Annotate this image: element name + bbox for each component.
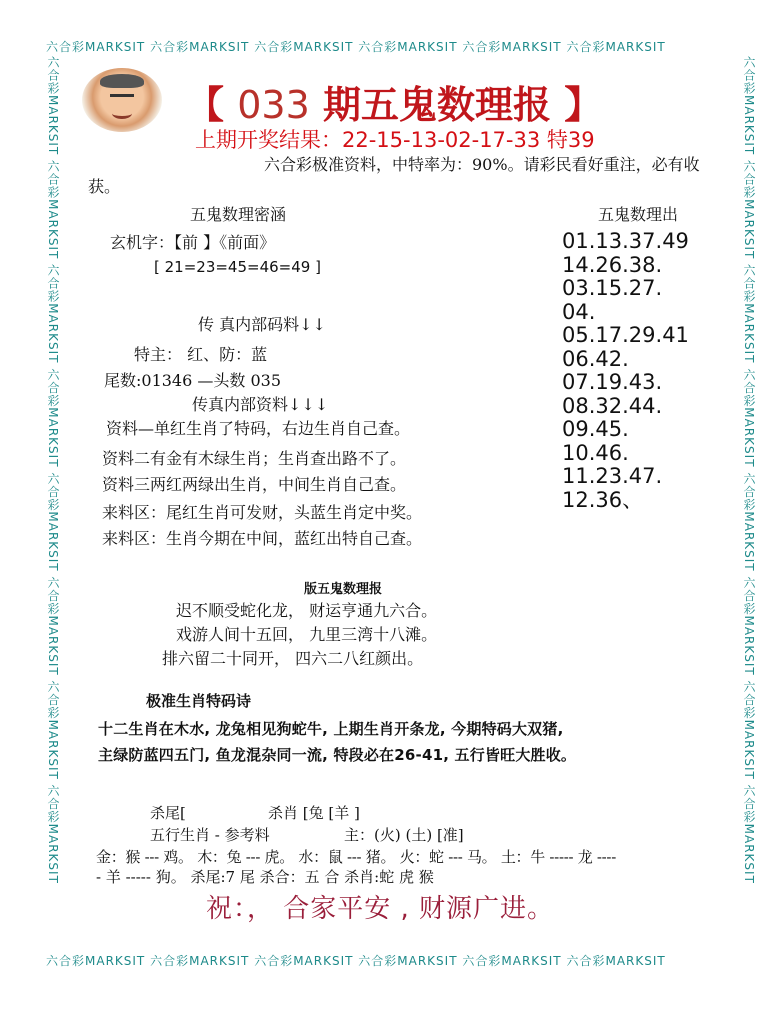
info-item-1: 资料—单红生肖了特码，右边生肖自己查。 bbox=[106, 419, 411, 438]
border-text: 六合彩MARKSIT bbox=[462, 40, 562, 54]
border-text: 六合彩MARKSIT bbox=[46, 954, 146, 968]
tezhu-text: 特主： 红、防：蓝 bbox=[134, 345, 268, 364]
title-text: 期五鬼数理报 bbox=[323, 82, 552, 127]
border-text: 六合彩MARKSIT bbox=[46, 472, 60, 572]
border-text: 六合彩MARKSIT bbox=[566, 40, 666, 54]
border-text: 六合彩MARKSIT bbox=[742, 368, 756, 468]
shaxiao-label: 杀肖 [兔 [羊 ] bbox=[268, 804, 360, 822]
border-text: 六合彩MARKSIT bbox=[46, 784, 60, 884]
poem-line-3: 排六留二十同开， 四六二八红颜出。 bbox=[162, 649, 424, 668]
shawei-label: 杀尾[ bbox=[150, 804, 186, 822]
number-row: 09.45. bbox=[562, 417, 629, 441]
portrait-photo bbox=[82, 68, 162, 132]
number-row: 12.36、 bbox=[562, 487, 644, 512]
border-text: 六合彩MARKSIT bbox=[742, 56, 756, 156]
border-text: 六合彩MARKSIT bbox=[742, 784, 756, 884]
border-text: 六合彩MARKSIT bbox=[742, 472, 756, 572]
wuxing-title: 五行生肖 - 参考料 bbox=[150, 826, 270, 844]
border-text: 六合彩MARKSIT bbox=[46, 368, 60, 468]
border-text: 六合彩MARKSIT bbox=[254, 40, 354, 54]
zodiac-poem-line-1: 十二生肖在木水, 龙兔相见狗蛇牛, 上期生肖开条龙, 今期特码大双猪, bbox=[98, 720, 564, 738]
xuanji-text: 玄机字：【前 】《前面》 bbox=[110, 233, 276, 252]
number-list bbox=[562, 230, 689, 512]
formula-text: [ 21=23=45=46=49 ] bbox=[154, 258, 321, 276]
info-item-4: 来料区：尾红生肖可发财，头蓝生肖定中奖。 bbox=[102, 503, 423, 522]
border-text: 六合彩MARKSIT bbox=[46, 160, 60, 260]
fax-heading-2: 传真内部资料↓↓↓ bbox=[192, 395, 329, 414]
number-row: 07.19.43. bbox=[562, 370, 663, 394]
intro-line-1: 六合彩极准资料，中特率为：90%。请彩民看好重注，必有收 bbox=[264, 155, 700, 174]
border-text: 六合彩MARKSIT bbox=[358, 954, 458, 968]
number-row: 03.15.27. bbox=[562, 276, 663, 300]
wuxing-row-1: 金：猴 --- 鸡。 木：兔 --- 虎。 水：鼠 --- 猪。 火：蛇 --- 马。 土：牛 ----- 龙 ---- bbox=[96, 848, 616, 866]
title-bracket-right: 】 bbox=[564, 82, 603, 127]
border-text: 六合彩MARKSIT bbox=[358, 40, 458, 54]
border-text: 六合彩MARKSIT bbox=[46, 264, 60, 364]
zodiac-poem-line-2: 主绿防蓝四五门, 鱼龙混杂同一流, 特段必在26-41, 五行皆旺大胜收。 bbox=[98, 746, 577, 764]
issue-number: 033 bbox=[237, 83, 310, 127]
intro-line-2: 获。 bbox=[88, 177, 121, 196]
border-left bbox=[46, 56, 62, 950]
border-text: 六合彩MARKSIT bbox=[462, 954, 562, 968]
zodiac-poem-title: 极准生肖特码诗 bbox=[146, 692, 252, 710]
title-bracket-left: 【 bbox=[186, 82, 225, 127]
border-top bbox=[46, 38, 758, 54]
border-text: 六合彩MARKSIT bbox=[46, 56, 60, 156]
poem-line-1: 迟不顺受蛇化龙， 财运亨通九六合。 bbox=[176, 601, 438, 620]
border-right bbox=[742, 56, 758, 950]
border-text: 六合彩MARKSIT bbox=[742, 160, 756, 260]
right-heading: 五鬼数理出 bbox=[598, 205, 679, 224]
info-item-2: 资料二有金有木绿生肖；生肖查出路不了。 bbox=[102, 449, 407, 468]
border-text: 六合彩MARKSIT bbox=[150, 40, 250, 54]
border-text: 六合彩MARKSIT bbox=[566, 954, 666, 968]
page-title bbox=[186, 74, 602, 129]
border-text: 六合彩MARKSIT bbox=[742, 264, 756, 364]
number-row: 06.42. bbox=[562, 346, 629, 371]
border-text: 六合彩MARKSIT bbox=[150, 954, 250, 968]
number-row: 01.13.37.49 bbox=[562, 229, 689, 253]
fax-heading-1: 传 真内部码料↓↓ bbox=[198, 315, 326, 334]
number-row: 05.17.29.41 bbox=[562, 323, 689, 347]
number-row: 04. bbox=[562, 299, 596, 324]
poem-title: 版五鬼数理报 bbox=[304, 582, 383, 597]
number-row: 08.32.44. bbox=[562, 393, 663, 418]
blessing-text: 祝：， 合家平安 , 财源广进。 bbox=[206, 894, 555, 924]
info-item-5: 来料区：生肖今期在中间，蓝红出特自己查。 bbox=[102, 529, 423, 548]
border-text: 六合彩MARKSIT bbox=[742, 680, 756, 780]
border-bottom bbox=[46, 952, 758, 968]
border-text: 六合彩MARKSIT bbox=[254, 954, 354, 968]
zhu-label: 主：(火) (土) [准] bbox=[344, 826, 464, 844]
poem-line-2: 戏游人间十五回， 九里三湾十八滩。 bbox=[176, 625, 438, 644]
number-row: 14.26.38. bbox=[562, 252, 663, 277]
number-row: 10.46. bbox=[562, 440, 629, 465]
border-text: 六合彩MARKSIT bbox=[46, 40, 146, 54]
left-heading: 五鬼数理密涵 bbox=[190, 205, 287, 224]
border-text: 六合彩MARKSIT bbox=[742, 576, 756, 676]
weishu-text: 尾数:01346 —头数 035 bbox=[104, 371, 282, 390]
border-text: 六合彩MARKSIT bbox=[46, 680, 60, 780]
number-row: 11.23.47. bbox=[562, 464, 663, 488]
wuxing-row-2: - 羊 ----- 狗。 杀尾:7 尾 杀合：五 合 杀肖:蛇 虎 猴 bbox=[96, 868, 434, 886]
border-text: 六合彩MARKSIT bbox=[46, 576, 60, 676]
last-result: 上期开奖结果：22-15-13-02-17-33 特39 bbox=[195, 128, 595, 152]
info-item-3: 资料三两红两绿出生肖，中间生肖自己查。 bbox=[102, 475, 407, 494]
